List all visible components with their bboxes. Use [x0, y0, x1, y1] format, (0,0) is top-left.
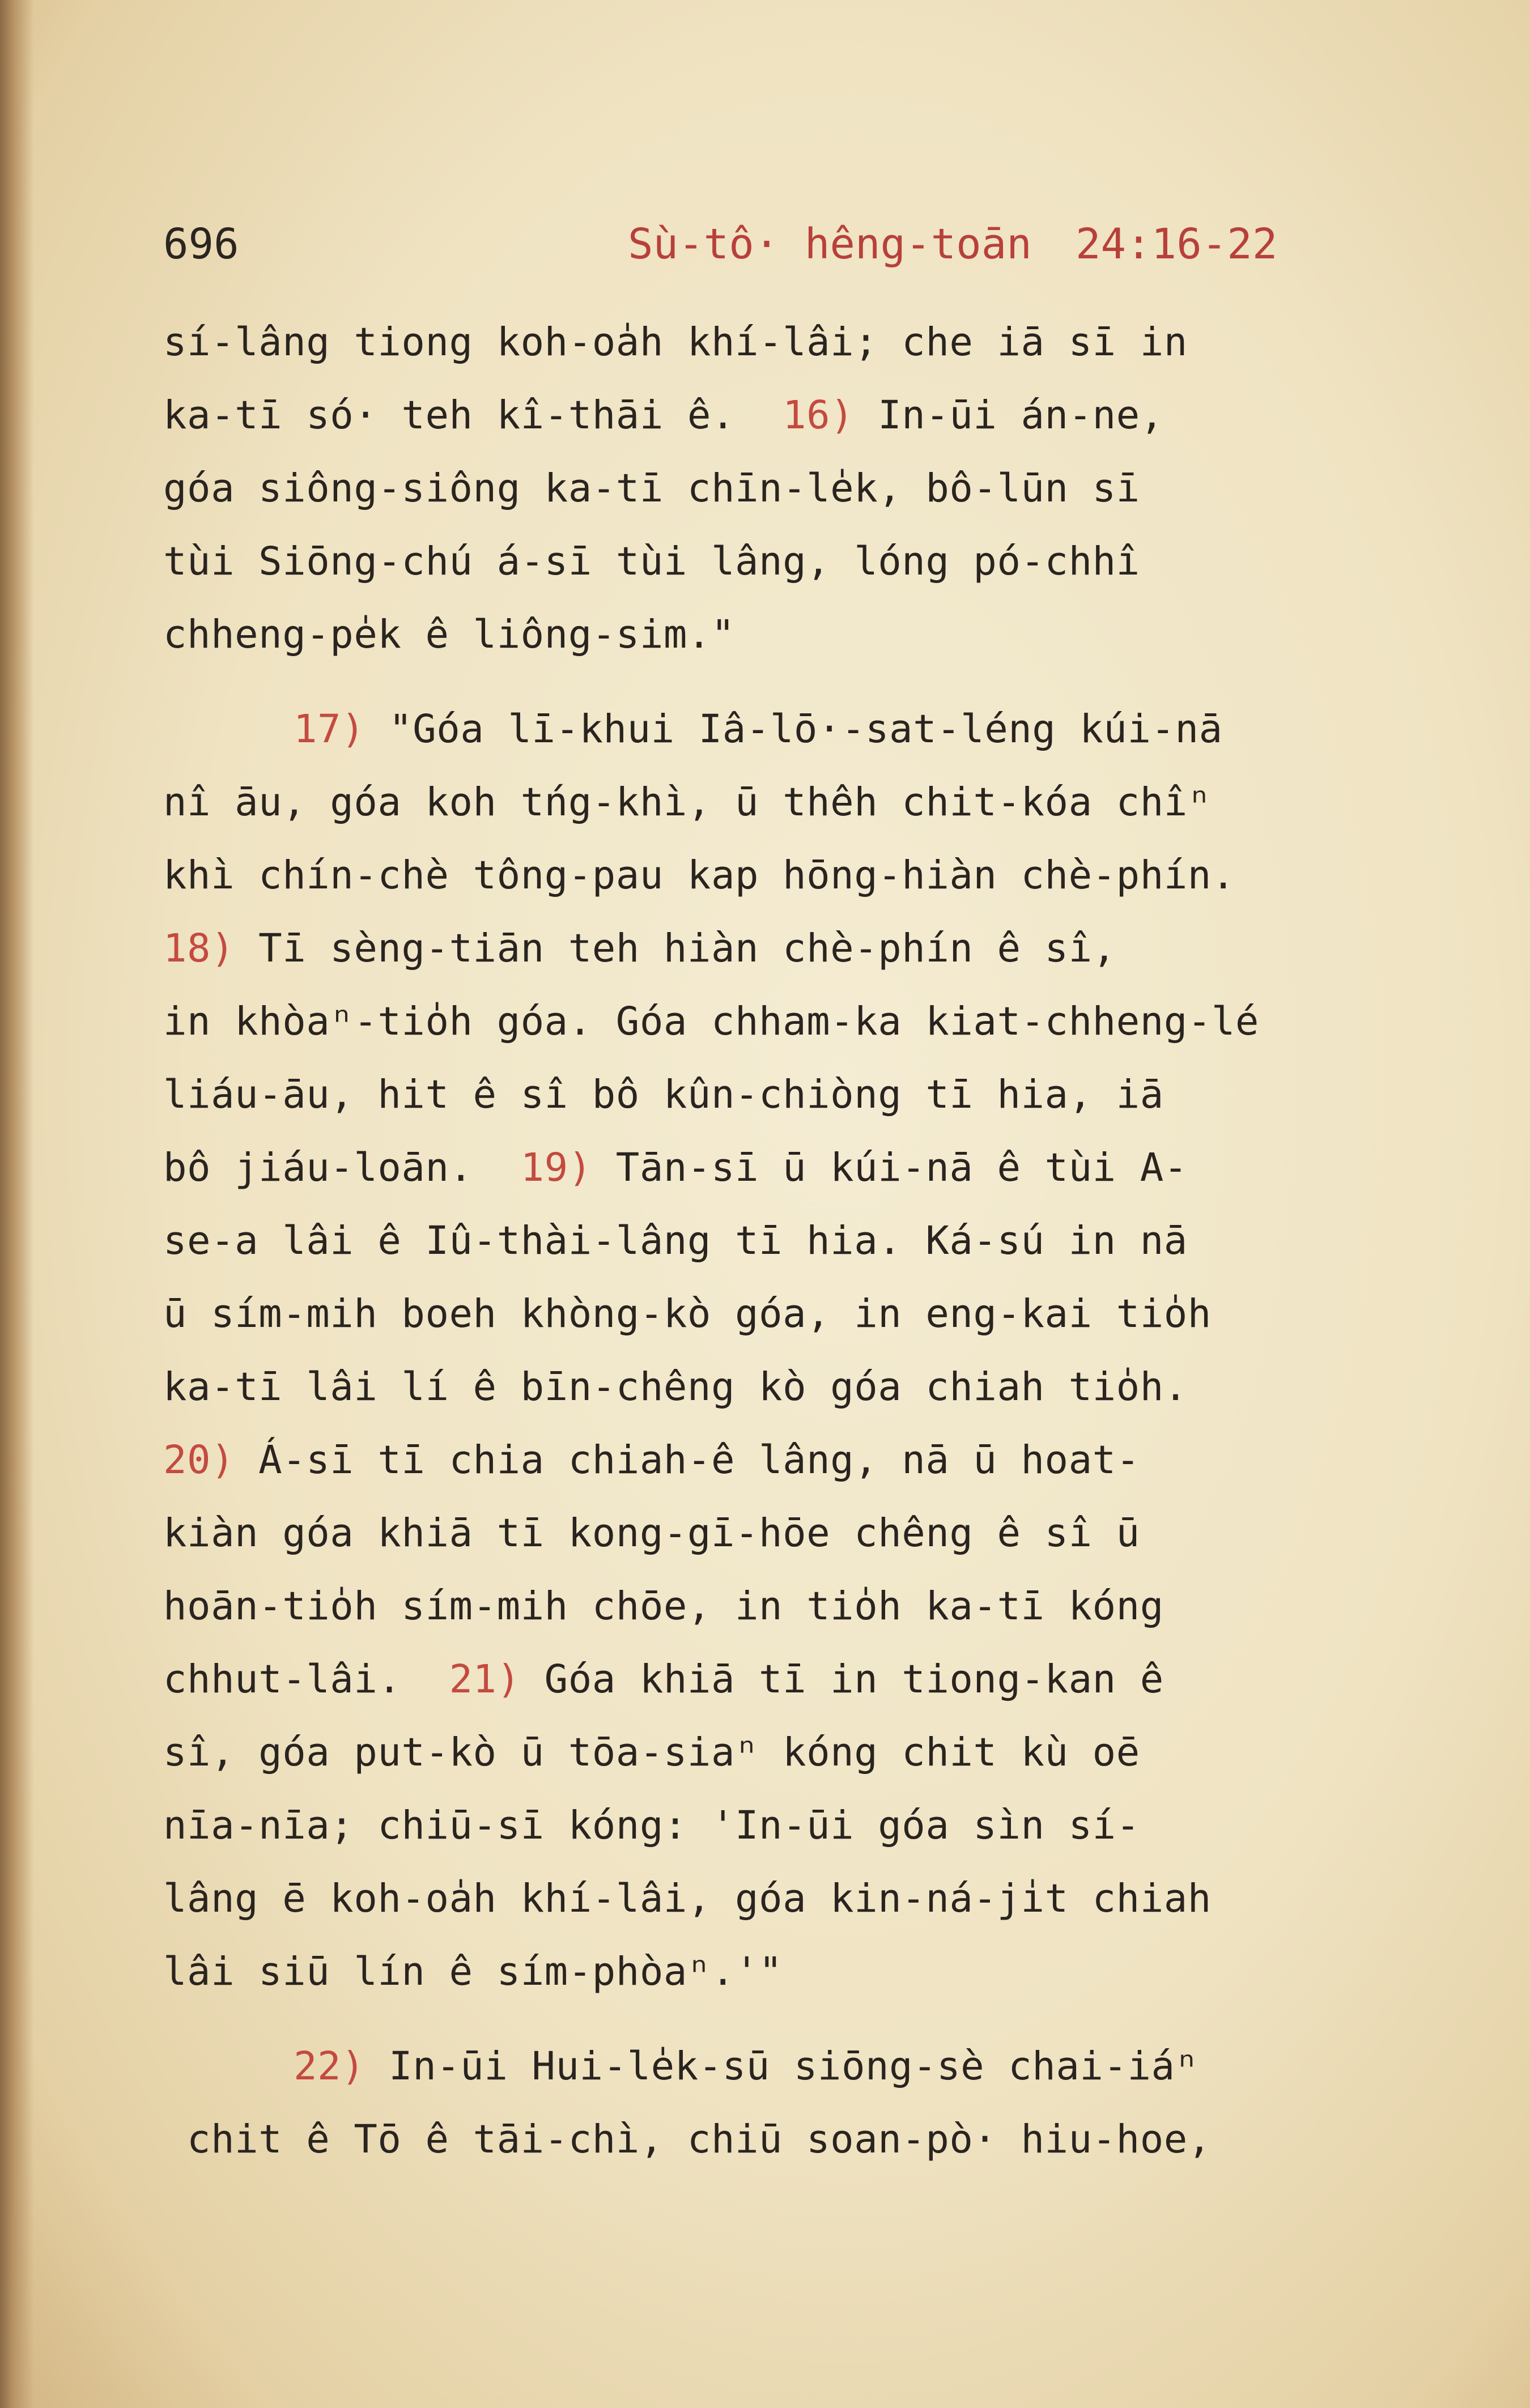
- paragraph-gap: [163, 2009, 1467, 2030]
- verse-text: lâng ē koh-oa̍h khí-lâi, góa kin-ná-ji̍t chiah: [163, 1876, 1212, 1921]
- verse-number: 19): [520, 1145, 592, 1190]
- page-header: [163, 220, 1359, 276]
- text-line: [163, 693, 1467, 766]
- text-line: [163, 1497, 1467, 1570]
- text-line: [163, 1935, 1467, 2009]
- verse-text: Tān-sī ū kúi-nā ê tùi A-: [592, 1145, 1188, 1190]
- verse-text: tùi Siōng-chú á-sī tùi lâng, lóng pó-chhî: [163, 539, 1140, 584]
- verse-number: 21): [449, 1657, 521, 1702]
- running-title: Sù-tô· hêng-toān: [628, 220, 1032, 269]
- verse-text: chhut-lâi.: [163, 1657, 449, 1702]
- verse-text: nīa-nīa; chiū-sī kóng: 'In-ūi góa sìn sí-: [163, 1803, 1140, 1848]
- text-line: [163, 1716, 1467, 1789]
- verse-number: 17): [294, 707, 366, 752]
- text-line: [163, 985, 1467, 1058]
- text-line: [163, 1131, 1467, 1205]
- verse-text: liáu-āu, hit ê sî bô kûn-chiòng tī hia, iā: [163, 1072, 1164, 1117]
- verse-text: nî āu, góa koh tńg-khì, ū thêh chit-kóa chîⁿ: [163, 780, 1212, 825]
- verse-text: Góa khiā tī in tiong-kan ê: [520, 1657, 1164, 1702]
- text-line: [163, 598, 1467, 671]
- verse-text: lâi siū lín ê sím-phòaⁿ.'": [163, 1949, 783, 1994]
- verse-text: sí-lâng tiong koh-oa̍h khí-lâi; che iā sī in: [163, 320, 1188, 365]
- text-line: [163, 1424, 1467, 1497]
- verse-text: In-ūi Hui-le̍k-sū siōng-sè chai-iáⁿ: [365, 2044, 1199, 2089]
- text-line: [163, 766, 1467, 839]
- text-line: [163, 452, 1467, 525]
- verse-text: chit ê Tō ê tāi-chì, chiū soan-pò· hiu-hoe,: [163, 2117, 1212, 2162]
- verse-text: ka-tī lâi lí ê bīn-chêng kò góa chiah tio̍h.: [163, 1364, 1188, 1410]
- text-line: [163, 1862, 1467, 1935]
- text-line: [163, 1570, 1467, 1643]
- verse-text: sî, góa put-kò ū tōa-siaⁿ kóng chit kù oē: [163, 1730, 1140, 1775]
- text-line: [163, 379, 1467, 452]
- text-line: [163, 2030, 1467, 2103]
- verse-text: in khòaⁿ-tio̍h góa. Góa chham-ka kiat-chheng-lé: [163, 999, 1259, 1044]
- text-line: [163, 2103, 1467, 2176]
- verse-text: hoān-tio̍h sím-mih chōe, in tio̍h ka-tī kóng: [163, 1584, 1164, 1629]
- text-line: [163, 306, 1467, 379]
- body-text: [163, 306, 1467, 2176]
- paragraph: [163, 2030, 1467, 2176]
- text-line: [163, 1058, 1467, 1131]
- verse-text: ū sím-mih boeh khòng-kò góa, in eng-kai tio̍h: [163, 1291, 1212, 1337]
- verse-text: kiàn góa khiā tī kong-gī-hōe chêng ê sî ū: [163, 1511, 1140, 1556]
- verse-text: khì chín-chè tông-pau kap hōng-hiàn chè-phín.: [163, 853, 1235, 898]
- verse-text: ka-tī só· teh kî-thāi ê.: [163, 393, 783, 438]
- paragraph-gap: [163, 671, 1467, 693]
- text-line: [163, 1278, 1467, 1351]
- verse-text: góa siông-siông ka-tī chīn-le̍k, bô-lūn sī: [163, 466, 1140, 511]
- text-line: [163, 1205, 1467, 1278]
- page-number: 696: [163, 220, 239, 269]
- verse-text: Á-sī tī chia chiah-ê lâng, nā ū hoat-: [235, 1437, 1140, 1483]
- paragraph: [163, 693, 1467, 2009]
- verse-number: 18): [163, 926, 235, 971]
- verse-text: chheng-pe̍k ê liông-sim.": [163, 612, 735, 657]
- text-line: [163, 1789, 1467, 1862]
- verse-number: 16): [783, 393, 855, 438]
- chapter-verse-reference: 24:16-22: [1076, 220, 1278, 269]
- verse-text: In-ūi án-ne,: [854, 393, 1164, 438]
- text-line: [163, 1643, 1467, 1716]
- text-line: [163, 1351, 1467, 1424]
- text-line: [163, 525, 1467, 598]
- verse-text: Tī sèng-tiān teh hiàn chè-phín ê sî,: [235, 926, 1116, 971]
- text-line: [163, 912, 1467, 985]
- book-spine-shadow: [0, 0, 34, 2408]
- verse-number: 22): [294, 2044, 366, 2089]
- verse-number: 20): [163, 1437, 235, 1483]
- verse-text: bô jiáu-loān.: [163, 1145, 521, 1190]
- verse-text: se-a lâi ê Iû-thài-lâng tī hia. Ká-sú in nā: [163, 1218, 1188, 1263]
- text-line: [163, 839, 1467, 912]
- verse-text: "Góa lī-khui Iâ-lō·-sat-léng kúi-nā: [365, 707, 1223, 752]
- paragraph: [163, 306, 1467, 671]
